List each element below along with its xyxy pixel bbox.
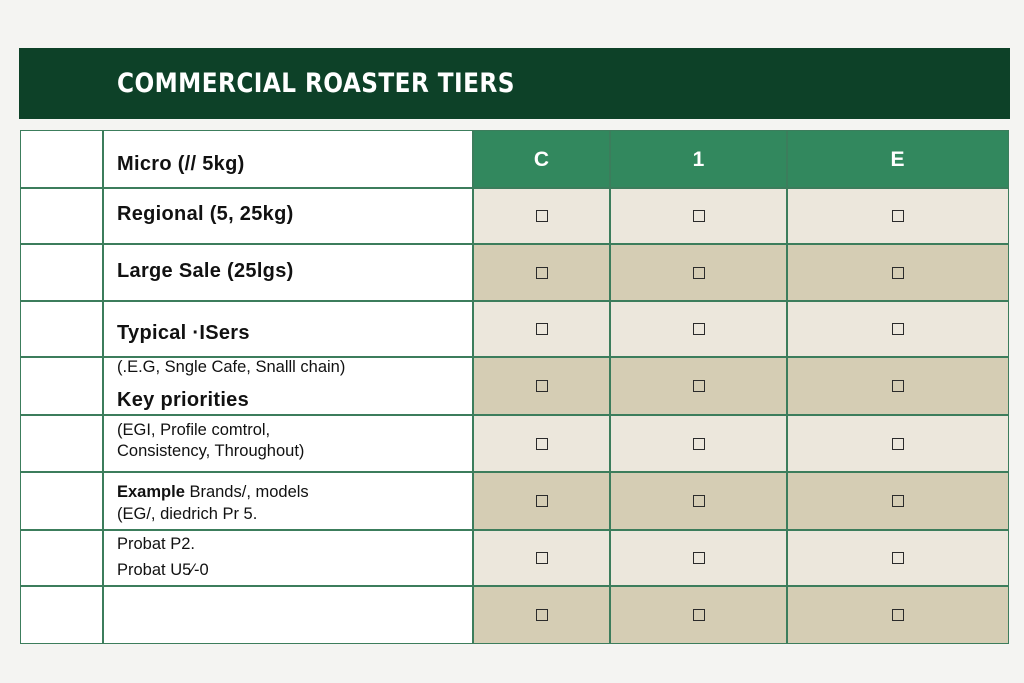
row-label-priorities-detail: (EGI, Profile comtrol, — [117, 421, 271, 439]
grid-line — [21, 187, 1008, 189]
column-header-label: E — [890, 147, 905, 171]
cell-r6-c — [473, 472, 610, 530]
tier-table — [20, 130, 1009, 644]
checkbox[interactable] — [693, 380, 705, 392]
cell-r7-e — [787, 530, 1008, 586]
grid-line — [21, 414, 1008, 416]
checkbox[interactable] — [693, 210, 705, 222]
checkbox[interactable] — [693, 267, 705, 279]
cell-r2-e — [787, 244, 1008, 301]
cell-r5-c — [473, 415, 610, 472]
cell-r2-c — [473, 244, 610, 301]
cell-r3-e — [787, 301, 1008, 357]
checkbox[interactable] — [892, 267, 904, 279]
checkbox[interactable] — [892, 380, 904, 392]
checkbox[interactable] — [693, 323, 705, 335]
checkbox[interactable] — [892, 552, 904, 564]
checkbox[interactable] — [892, 438, 904, 450]
cell-r5-1 — [610, 415, 787, 472]
page-title: COMMERCIAL ROASTER TIERS — [117, 68, 515, 99]
grid-line — [21, 300, 1008, 302]
example-rest: Brands/, models — [184, 483, 309, 501]
cell-r8-c — [473, 586, 610, 643]
row-label-probat-p2: Probat P2. — [117, 535, 195, 553]
cell-r7-c — [473, 530, 610, 586]
column-header-label: C — [533, 147, 550, 171]
checkbox[interactable] — [536, 552, 548, 564]
checkbox[interactable] — [693, 495, 705, 507]
cell-r4-1 — [610, 357, 787, 415]
grid-line — [472, 131, 474, 643]
grid-line — [21, 529, 1008, 531]
checkbox[interactable] — [536, 323, 548, 335]
cell-r1-1 — [610, 188, 787, 244]
cell-r8-1 — [610, 586, 787, 643]
cell-r1-c — [473, 188, 610, 244]
cell-r3-c — [473, 301, 610, 357]
example-bold: Example — [117, 483, 185, 501]
column-header-c — [473, 131, 610, 188]
grid-line — [21, 471, 1008, 473]
checkbox[interactable] — [536, 380, 548, 392]
cell-r6-e — [787, 472, 1008, 530]
checkbox[interactable] — [693, 609, 705, 621]
grid-line — [21, 585, 1008, 587]
checkbox[interactable] — [536, 438, 548, 450]
cell-r4-e — [787, 357, 1008, 415]
grid-line — [21, 243, 1008, 245]
column-header-label: 1 — [692, 147, 705, 171]
row-label-example-brands — [117, 483, 309, 502]
grid-line — [102, 131, 104, 643]
row-label-diedrich: (EG/, diedrich Pr 5. — [117, 505, 258, 523]
checkbox[interactable] — [892, 210, 904, 222]
row-label-examples: (.E.G, Sngle Cafe, Snalll chain) — [117, 358, 346, 376]
cell-r4-c — [473, 357, 610, 415]
grid-line — [786, 131, 788, 643]
checkbox[interactable] — [892, 323, 904, 335]
column-header-1 — [610, 131, 787, 188]
checkbox[interactable] — [536, 609, 548, 621]
grid-line — [609, 131, 611, 643]
row-label-micro: Micro (// 5kg) — [117, 153, 245, 175]
cell-r8-e — [787, 586, 1008, 643]
column-header-e — [787, 131, 1008, 188]
row-label-regional: Regional (5, 25kg) — [117, 203, 294, 225]
checkbox[interactable] — [536, 495, 548, 507]
checkbox[interactable] — [693, 438, 705, 450]
checkbox[interactable] — [536, 267, 548, 279]
cell-r5-e — [787, 415, 1008, 472]
cell-r6-1 — [610, 472, 787, 530]
row-label-key-priorities: Key priorities — [117, 389, 250, 411]
row-label-large: Large Sale (25lgs) — [117, 260, 294, 282]
cell-r3-1 — [610, 301, 787, 357]
title-banner — [19, 48, 1010, 119]
checkbox[interactable] — [892, 609, 904, 621]
cell-r1-e — [787, 188, 1008, 244]
cell-r7-1 — [610, 530, 787, 586]
row-label-probat-u5: Probat U5⁄-0 — [117, 561, 209, 579]
row-label-typical-users: Typical ·ISers — [117, 322, 250, 344]
row-label-priorities-detail-2: Consistency, Throughout) — [117, 442, 305, 460]
checkbox[interactable] — [892, 495, 904, 507]
checkbox[interactable] — [693, 552, 705, 564]
cell-r2-1 — [610, 244, 787, 301]
checkbox[interactable] — [536, 210, 548, 222]
